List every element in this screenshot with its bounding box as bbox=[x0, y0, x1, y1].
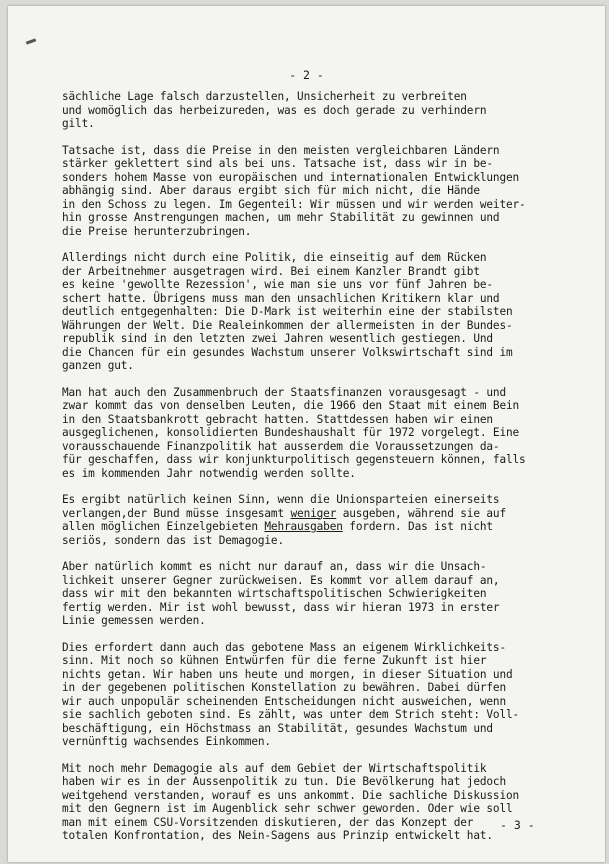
text-line: für geschaffen, dass wir konjunkturpolitisch gegensteuern können, falls bbox=[62, 453, 526, 466]
text-line bbox=[62, 520, 597, 534]
text-line: totalen Konfrontation, des Nein-Sagens aus Prinzip entwickelt hat. bbox=[62, 829, 493, 842]
paragraph bbox=[62, 144, 597, 239]
text-line: Währungen der Welt. Die Realeinkommen der allermeisten in der Bundes- bbox=[62, 318, 513, 332]
paragraph bbox=[62, 493, 597, 547]
text-line: vorausschauende Finanzpolitik hat ausserdem die Voraussetzungen da- bbox=[62, 439, 500, 453]
text-line: beschäftigung, ein Höchstmass an Stabilität, gesundes Wachstum und bbox=[62, 721, 493, 735]
text-line: schert hatte. Übrigens muss man den unsachlichen Kritikern klar und bbox=[62, 291, 500, 305]
paragraph bbox=[62, 641, 597, 749]
underlined-word: Mehrausgaben bbox=[264, 520, 343, 533]
text-line: Es ergibt natürlich keinen Sinn, wenn die Unionsparteien einerseits bbox=[62, 493, 500, 506]
text-line: Tatsache ist, dass die Preise in den meisten vergleichbaren Ländern bbox=[62, 143, 500, 157]
text-line: die Preise herunterzubringen. bbox=[62, 224, 252, 238]
paragraph bbox=[62, 251, 597, 373]
text-segment: allen möglichen Einzelgebieten bbox=[62, 520, 265, 533]
text-line bbox=[62, 507, 597, 521]
paragraph bbox=[62, 386, 597, 481]
text-line: sächliche Lage falsch darzustellen, Unsicherheit zu verbreiten bbox=[62, 90, 467, 103]
text-line: sie sachlich geboten sind. Es zählt, was unter dem Strich steht: Voll- bbox=[62, 708, 520, 721]
text-line: vernünftig wachsendes Einkommen. bbox=[62, 735, 271, 748]
text-line: man mit einem CSU-Vorsitzenden diskutieren, der das Konzept der bbox=[62, 815, 474, 829]
stray-pen-mark bbox=[26, 38, 36, 44]
text-line: weitgehend verstanden, worauf es uns ankommt. Die sachliche Diskussion bbox=[62, 788, 520, 802]
text-line: haben wir es in der Aussenpolitik zu tun. Die Bevölkerung hat jedoch bbox=[62, 775, 506, 788]
text-line: in den Schoss zu legen. Im Gegenteil: Wir müssen und wir werden weiter- bbox=[62, 197, 526, 211]
text-line: Man hat auch den Zusammenbruch der Staatsfinanzen vorausgesagt - und bbox=[62, 385, 506, 399]
text-line: die Chancen für ein gesundes Wachstum unserer Volkswirtschaft sind im bbox=[62, 345, 513, 359]
text-line: dass wir mit den bekannten wirtschaftspolitischen Schwierigkeiten bbox=[62, 587, 487, 600]
text-line: in der gegebenen politischen Konstellation zu bewähren. Dabei dürfen bbox=[62, 681, 506, 694]
text-segment: fordern. Das ist nicht bbox=[342, 520, 493, 533]
text-segment: ausgeben, während sie auf bbox=[336, 506, 506, 520]
text-line: seriös, sondern das ist Demagogie. bbox=[62, 533, 284, 547]
text-line: hin grosse Anstrengungen machen, um mehr Stabilität zu gewinnen und bbox=[62, 211, 500, 224]
text-line: und womöglich das herbeizureden, was es doch gerade zu verhindern bbox=[62, 103, 487, 117]
text-segment: verlangen,der Bund müsse insgesamt bbox=[62, 506, 291, 520]
paragraph bbox=[62, 90, 597, 131]
text-line: Allerdings nicht durch eine Politik, die einseitig auf dem Rücken bbox=[62, 251, 487, 264]
text-line: Aber natürlich kommt es nicht nur darauf an, dass wir die Unsach- bbox=[62, 560, 487, 573]
paragraph bbox=[62, 560, 597, 628]
text-line: republik sind in den letzten zwei Jahren wesentlich gestiegen. Und bbox=[62, 332, 493, 345]
text-line: in den Staatsbankrott gebracht hatten. Stattdessen haben wir einen bbox=[62, 412, 493, 426]
document-body bbox=[62, 90, 597, 856]
text-line: wir auch unpopulär scheinenden Entscheidungen nicht ausweichen, wenn bbox=[62, 694, 506, 708]
text-line: stärker geklettert sind als bei uns. Tatsache ist, dass wir in be- bbox=[62, 157, 493, 170]
text-line: Mit noch mehr Demagogie als auf dem Gebiet der Wirtschaftspolitik bbox=[62, 761, 487, 775]
text-line: ausgeglichenen, konsolidierten Bundeshaushalt für 1972 vorgelegt. Eine bbox=[62, 426, 520, 439]
text-line: sonders hohem Masse von europäischen und internationalen Entwicklungen bbox=[62, 170, 520, 184]
text-line: abhängig sind. Aber daraus ergibt sich für mich nicht, die Hände bbox=[62, 184, 480, 197]
next-page-marker: - 3 - bbox=[500, 818, 535, 832]
text-line: Linie gemessen werden. bbox=[62, 614, 206, 627]
text-line: es keine 'gewollte Rezession', wie man sie uns vor fünf Jahren be- bbox=[62, 278, 493, 291]
text-line: es im kommenden Jahr notwendig werden sollte. bbox=[62, 466, 356, 480]
page-number: - 2 - bbox=[289, 68, 324, 82]
text-line: Dies erfordert dann auch das gebotene Mass an eigenem Wirklichkeits- bbox=[62, 640, 506, 654]
text-line: deutlich entgegenhalten: Die D-Mark ist weiterhin eine der stabilsten bbox=[62, 305, 513, 318]
text-line: mit den Gegnern ist im Augenblick sehr schwer geworden. Oder wie soll bbox=[62, 802, 513, 815]
text-line: sinn. Mit noch so kühnen Entwürfen für die ferne Zukunft ist hier bbox=[62, 654, 487, 667]
underlined-word: weniger bbox=[290, 506, 337, 520]
text-line: lichkeit unserer Gegner zurückweisen. Es kommt vor allem darauf an, bbox=[62, 573, 500, 587]
text-line: der Arbeitnehmer ausgetragen wird. Bei einem Kanzler Brandt gibt bbox=[62, 264, 480, 278]
text-line: nichts getan. Wir haben uns heute und morgen, in dieser Situation und bbox=[62, 667, 513, 681]
text-line: ganzen gut. bbox=[62, 359, 134, 372]
text-line: zwar kommt das von denselben Leuten, die 1966 den Staat mit einem Bein bbox=[62, 399, 520, 412]
text-line: fertig werden. Mir ist wohl bewusst, dass wir hieran 1973 in erster bbox=[62, 600, 500, 614]
text-line: gilt. bbox=[62, 117, 95, 130]
document-page bbox=[8, 6, 605, 862]
